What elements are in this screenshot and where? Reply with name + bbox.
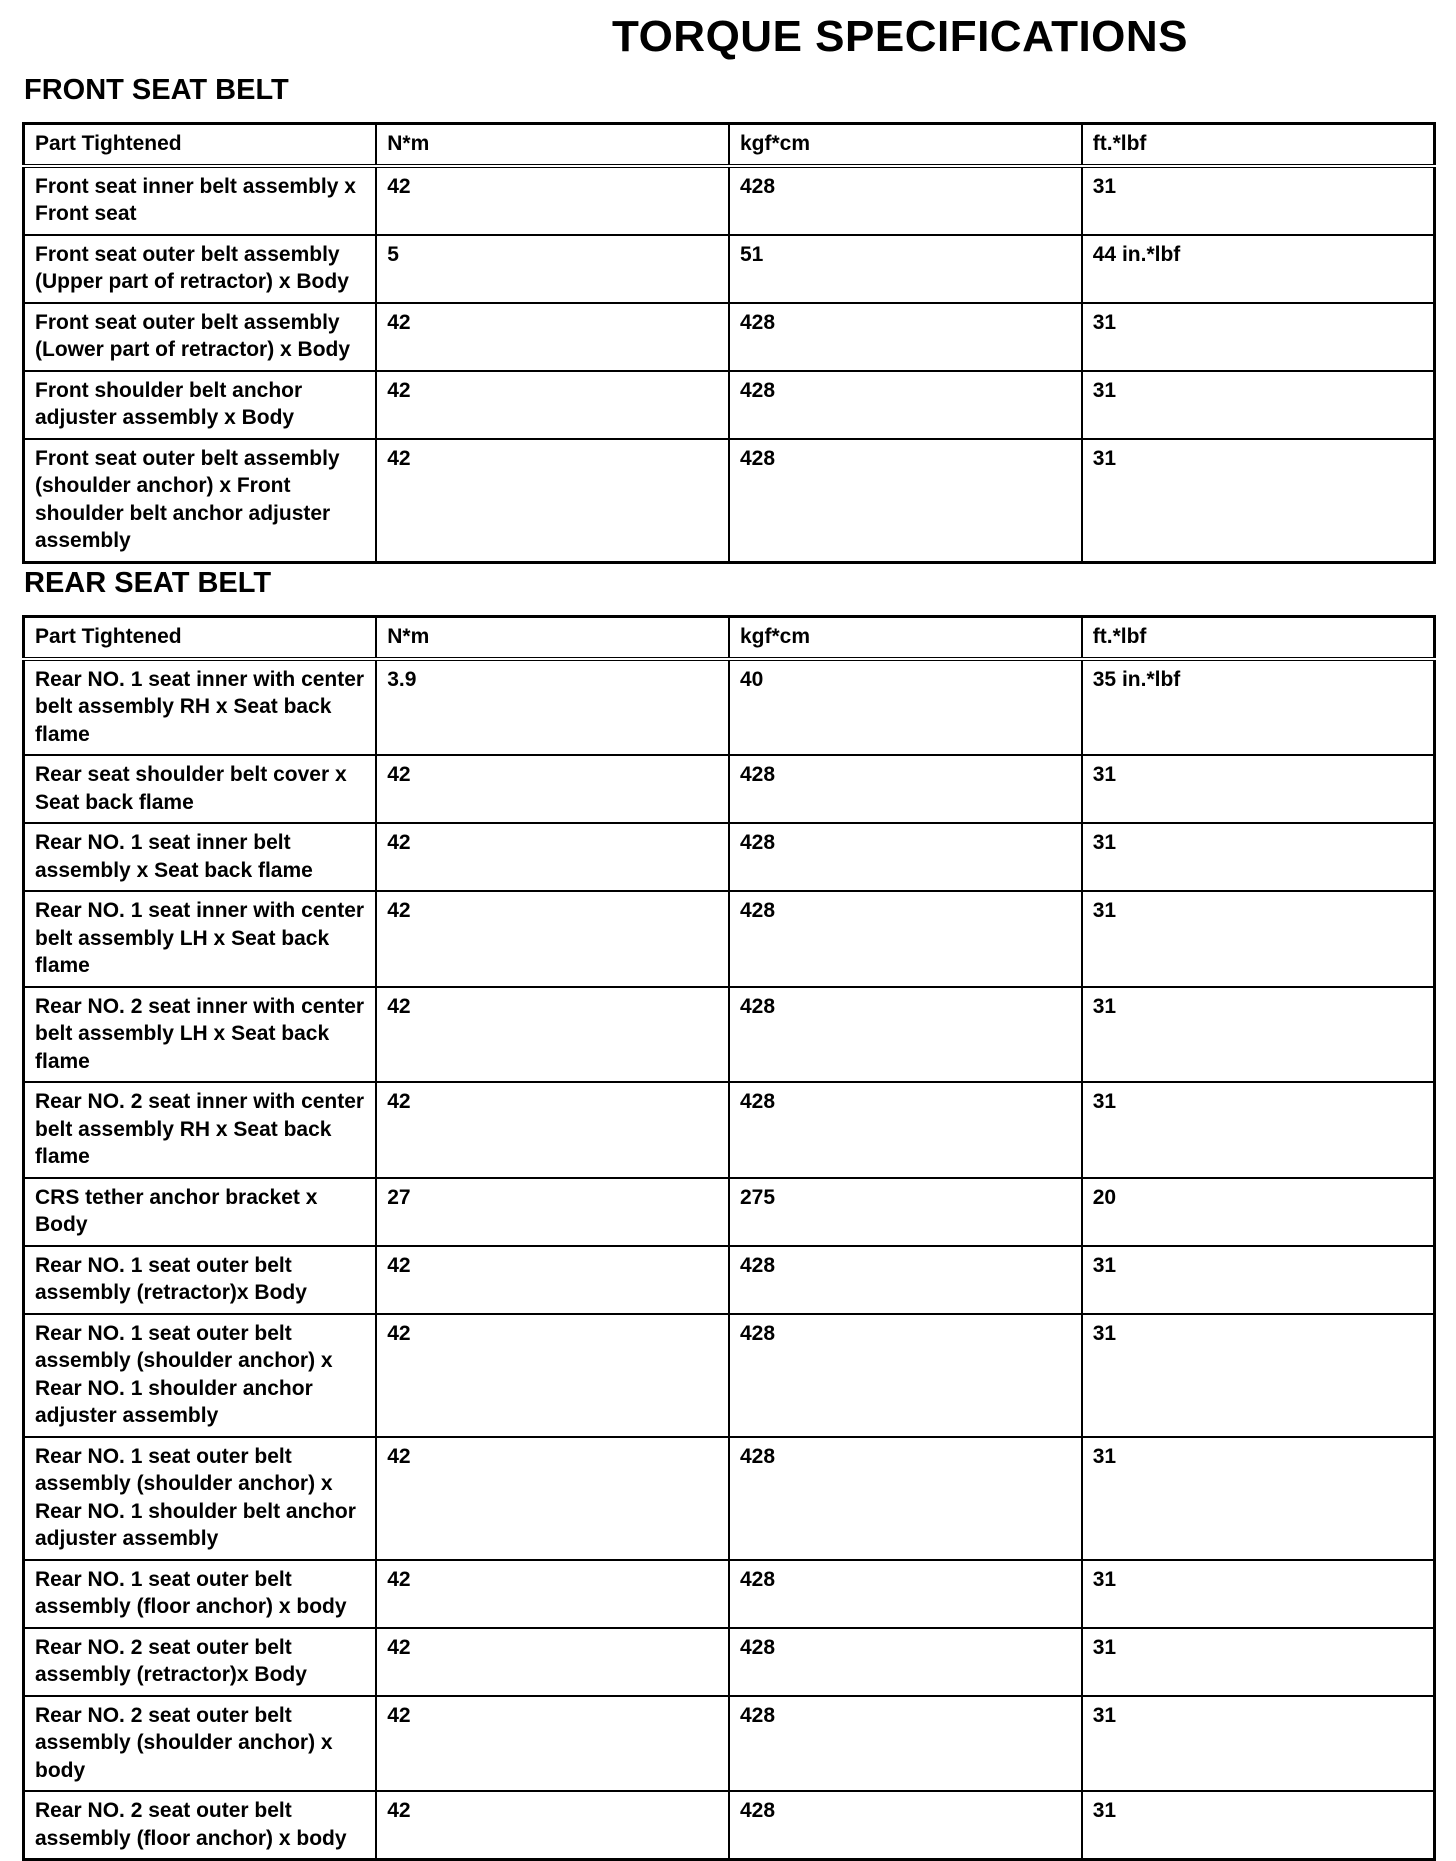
kgfcm-cell: 428 (729, 891, 1082, 987)
table-row (24, 235, 1435, 303)
part-tightened-cell: Rear NO. 2 seat outer belt assembly (shoulder anchor) x body (24, 1696, 377, 1792)
ftlbf-cell: 31 (1082, 1628, 1435, 1696)
part-tightened-cell: Front seat outer belt assembly (Lower part of retractor) x Body (24, 303, 377, 371)
ftlbf-cell: 31 (1082, 1314, 1435, 1437)
ftlbf-cell: 31 (1082, 891, 1435, 987)
ftlbf-cell: 44 in.*lbf (1082, 235, 1435, 303)
kgfcm-cell: 51 (729, 235, 1082, 303)
kgfcm-cell: 428 (729, 166, 1082, 235)
kgfcm-cell: 428 (729, 1082, 1082, 1178)
header-ftlbf: ft.*lbf (1082, 124, 1435, 166)
kgfcm-cell: 428 (729, 1246, 1082, 1314)
ftlbf-cell: 31 (1082, 823, 1435, 891)
table-row (24, 891, 1435, 987)
table-row (24, 987, 1435, 1083)
rear-seat-belt-heading: REAR SEAT BELT (24, 567, 272, 599)
ftlbf-cell: 31 (1082, 371, 1435, 439)
table-header-row (24, 124, 1435, 166)
ftlbf-cell: 31 (1082, 303, 1435, 371)
kgfcm-cell: 428 (729, 823, 1082, 891)
header-part-tightened: Part Tightened (24, 124, 377, 166)
kgfcm-cell: 428 (729, 1314, 1082, 1437)
table-row (24, 1314, 1435, 1437)
table-row (24, 1437, 1435, 1560)
part-tightened-cell: Front seat outer belt assembly (Upper part of retractor) x Body (24, 235, 377, 303)
kgfcm-cell: 428 (729, 987, 1082, 1083)
header-kgfcm: kgf*cm (729, 124, 1082, 166)
part-tightened-cell: Front seat inner belt assembly x Front seat (24, 166, 377, 235)
part-tightened-cell: Rear NO. 1 seat inner with center belt assembly RH x Seat back flame (24, 659, 377, 756)
part-tightened-cell: CRS tether anchor bracket x Body (24, 1178, 377, 1246)
nm-cell: 42 (376, 1246, 729, 1314)
nm-cell: 5 (376, 235, 729, 303)
part-tightened-cell: Front shoulder belt anchor adjuster assembly x Body (24, 371, 377, 439)
front-table-body (24, 166, 1435, 563)
kgfcm-cell: 428 (729, 1696, 1082, 1792)
ftlbf-cell: 31 (1082, 1246, 1435, 1314)
nm-cell: 42 (376, 166, 729, 235)
part-tightened-cell: Rear NO. 1 seat inner with center belt assembly LH x Seat back flame (24, 891, 377, 987)
rear-seat-belt-table (22, 615, 1436, 1861)
nm-cell: 3.9 (376, 659, 729, 756)
part-tightened-cell: Rear NO. 2 seat inner with center belt assembly RH x Seat back flame (24, 1082, 377, 1178)
nm-cell: 42 (376, 1082, 729, 1178)
nm-cell: 42 (376, 303, 729, 371)
part-tightened-cell: Rear NO. 1 seat outer belt assembly (retractor)x Body (24, 1246, 377, 1314)
rear-table-body (24, 659, 1435, 1860)
kgfcm-cell: 428 (729, 1628, 1082, 1696)
header-part-tightened: Part Tightened (24, 617, 377, 659)
part-tightened-cell: Rear NO. 1 seat outer belt assembly (shoulder anchor) x Rear NO. 1 shoulder belt anchor adjuster assembly (24, 1437, 377, 1560)
ftlbf-cell: 31 (1082, 1560, 1435, 1628)
kgfcm-cell: 428 (729, 1437, 1082, 1560)
table-row (24, 1082, 1435, 1178)
kgfcm-cell: 428 (729, 1560, 1082, 1628)
table-row (24, 1628, 1435, 1696)
kgfcm-cell: 428 (729, 439, 1082, 563)
ftlbf-cell: 31 (1082, 1437, 1435, 1560)
table-row (24, 166, 1435, 235)
table-row (24, 371, 1435, 439)
header-nm: N*m (376, 124, 729, 166)
header-nm: N*m (376, 617, 729, 659)
nm-cell: 42 (376, 439, 729, 563)
part-tightened-cell: Rear NO. 1 seat inner belt assembly x Seat back flame (24, 823, 377, 891)
table-row (24, 439, 1435, 563)
ftlbf-cell: 31 (1082, 1791, 1435, 1860)
nm-cell: 42 (376, 755, 729, 823)
nm-cell: 42 (376, 823, 729, 891)
kgfcm-cell: 275 (729, 1178, 1082, 1246)
table-row (24, 1560, 1435, 1628)
nm-cell: 42 (376, 1314, 729, 1437)
ftlbf-cell: 31 (1082, 755, 1435, 823)
table-row (24, 1178, 1435, 1246)
table-row (24, 1791, 1435, 1860)
header-kgfcm: kgf*cm (729, 617, 1082, 659)
nm-cell: 42 (376, 1560, 729, 1628)
table-row (24, 823, 1435, 891)
nm-cell: 42 (376, 371, 729, 439)
table-row (24, 1696, 1435, 1792)
front-seat-belt-table (22, 122, 1436, 564)
part-tightened-cell: Rear NO. 1 seat outer belt assembly (shoulder anchor) x Rear NO. 1 shoulder anchor adjuster assembly (24, 1314, 377, 1437)
nm-cell: 42 (376, 987, 729, 1083)
ftlbf-cell: 31 (1082, 987, 1435, 1083)
ftlbf-cell: 31 (1082, 1082, 1435, 1178)
kgfcm-cell: 428 (729, 1791, 1082, 1860)
kgfcm-cell: 428 (729, 371, 1082, 439)
part-tightened-cell: Rear NO. 2 seat inner with center belt assembly LH x Seat back flame (24, 987, 377, 1083)
table-header-row (24, 617, 1435, 659)
table-row (24, 659, 1435, 756)
ftlbf-cell: 20 (1082, 1178, 1435, 1246)
part-tightened-cell: Rear seat shoulder belt cover x Seat back flame (24, 755, 377, 823)
nm-cell: 42 (376, 1791, 729, 1860)
nm-cell: 27 (376, 1178, 729, 1246)
nm-cell: 42 (376, 891, 729, 987)
part-tightened-cell: Front seat outer belt assembly (shoulder anchor) x Front shoulder belt anchor adjuster assembly (24, 439, 377, 563)
table-row (24, 1246, 1435, 1314)
ftlbf-cell: 31 (1082, 439, 1435, 563)
part-tightened-cell: Rear NO. 2 seat outer belt assembly (retractor)x Body (24, 1628, 377, 1696)
nm-cell: 42 (376, 1437, 729, 1560)
kgfcm-cell: 428 (729, 303, 1082, 371)
kgfcm-cell: 40 (729, 659, 1082, 756)
kgfcm-cell: 428 (729, 755, 1082, 823)
part-tightened-cell: Rear NO. 1 seat outer belt assembly (floor anchor) x body (24, 1560, 377, 1628)
table-row (24, 755, 1435, 823)
ftlbf-cell: 31 (1082, 166, 1435, 235)
table-row (24, 303, 1435, 371)
ftlbf-cell: 31 (1082, 1696, 1435, 1792)
nm-cell: 42 (376, 1696, 729, 1792)
page-title: TORQUE SPECIFICATIONS (612, 12, 1189, 61)
nm-cell: 42 (376, 1628, 729, 1696)
ftlbf-cell: 35 in.*lbf (1082, 659, 1435, 756)
part-tightened-cell: Rear NO. 2 seat outer belt assembly (floor anchor) x body (24, 1791, 377, 1860)
front-seat-belt-heading: FRONT SEAT BELT (24, 74, 289, 106)
header-ftlbf: ft.*lbf (1082, 617, 1435, 659)
